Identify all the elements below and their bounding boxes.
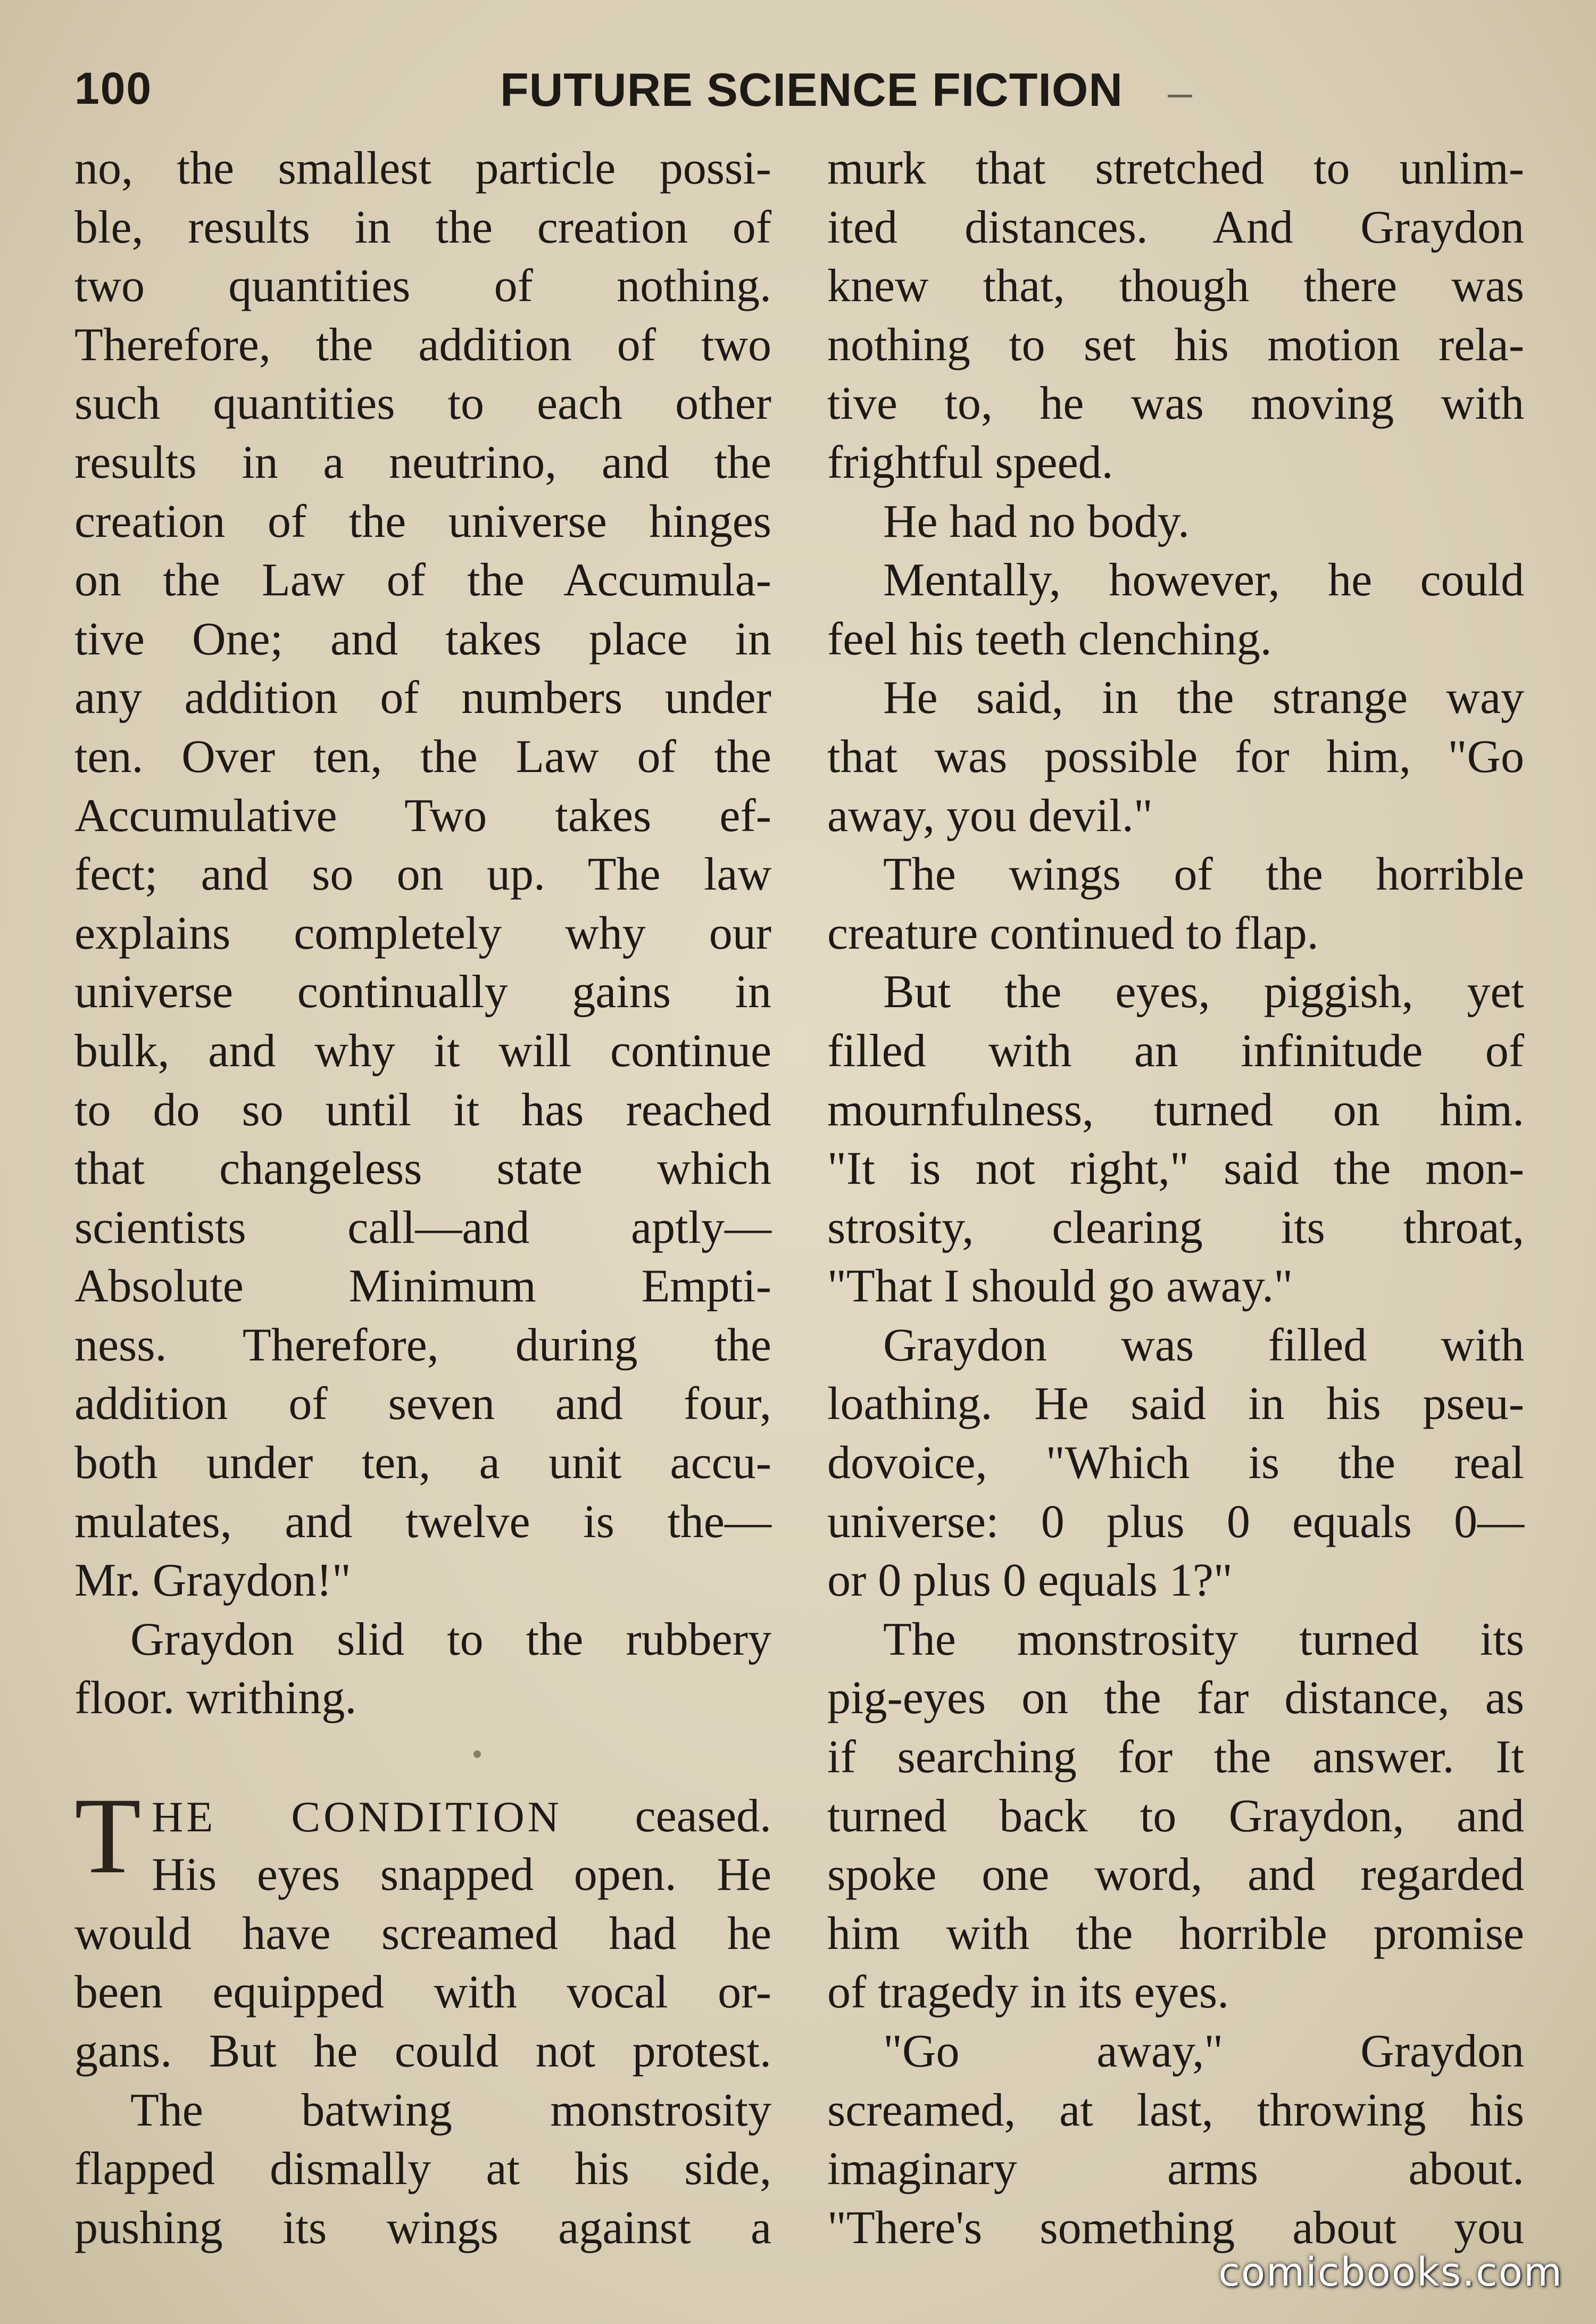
text-line: feel his teeth clenching. [827,613,1272,665]
running-head: FUTURE SCIENCE FICTION [500,63,1123,116]
text-line: The wings of the horrible [883,849,1524,901]
watermark: comicbooks.com [1218,2250,1563,2295]
text-line: universe: 0 plus 0 equals 0— [827,1496,1524,1548]
text-line: Graydon was filled with [883,1319,1524,1371]
page-header [74,63,1532,121]
text-line: no, the smallest particle possi- [74,143,771,194]
text-line: imaginary arms about. [827,2143,1524,2195]
text-line: creation of the universe hinges [74,495,771,547]
text-line: Mr. Graydon!" [74,1555,351,1607]
text-line: filled with an infinitude of [827,1025,1524,1077]
text-line: "Go away," Graydon [883,2026,1524,2077]
text-line: on the Law of the Accumula- [74,554,771,607]
text-line: or 0 plus 0 equals 1?" [827,1555,1233,1607]
text-line: would have screamed had he [74,1907,771,1960]
text-line: "That I should go away." [827,1260,1293,1313]
text-line: fect; and so on up. The law [74,849,771,901]
text-line: "There's something about you [827,2202,1524,2254]
text-line: any addition of numbers under [74,672,771,724]
text-line: ten. Over ten, the Law of the [74,731,771,783]
text-line: Mentally, however, he could [883,554,1524,607]
text-line: Graydon slid to the rubbery [130,1613,771,1665]
text-line: creature continued to flap. [827,907,1319,959]
text-line: been equipped with vocal or- [74,1966,771,2019]
text-line: him with the horrible promise [827,1907,1524,1960]
text-line: scientists call—and aptly— [74,1201,771,1254]
text-line: away, you devil." [827,790,1153,842]
text-line: tive One; and takes place in [74,613,771,665]
text-line: spoke one word, and regarded [827,1849,1524,1901]
text-line: both under ten, a unit accu- [74,1437,771,1489]
text-line: to do so until it has reached [74,1084,771,1136]
text-line: gans. But he could not protest. [74,2026,771,2077]
text-line: The monstrosity turned its [883,1613,1524,1665]
text-line: frightful speed. [827,436,1113,488]
text-line: ited distances. And Graydon [827,201,1524,253]
text-line: But the eyes, piggish, yet [883,966,1524,1018]
header-rule [1168,95,1192,97]
text-line: of tragedy in its eyes. [827,1966,1229,2019]
text-line: explains completely why our [74,907,771,959]
text-line: knew that, though there was [827,260,1524,312]
text-line: He had no body. [883,495,1190,547]
text-line: two quantities of nothing. [74,260,771,312]
text-line: murk that stretched to unlim- [827,143,1524,194]
text-line: loathing. He said in his pseu- [827,1378,1524,1430]
text-line: flapped dismally at his side, [74,2143,771,2195]
section-ornament [473,1750,481,1758]
text-line: if searching for the answer. It [827,1731,1524,1783]
page-number: 100 [74,63,153,113]
section-opening-rest: ceased. [562,1790,771,1842]
text-line: He said, in the strange way [883,672,1524,724]
text-line: "It is not right," said the mon- [827,1143,1524,1195]
text-line: results in a neutrino, and the [74,436,771,488]
text-line: ness. Therefore, during the [74,1319,771,1371]
text-line: nothing to set his motion rela- [827,319,1524,371]
text-line: pig-eyes on the far distance, as [827,1672,1524,1724]
text-line: tive to, he was moving with [827,378,1524,430]
text-line: such quantities to each other [74,378,771,430]
text-line: bulk, and why it will continue [74,1025,771,1077]
section-gap [74,1728,771,1787]
text-line: floor. writhing. [74,1672,357,1724]
text-line: His eyes snapped open. He [152,1849,771,1901]
text-line: pushing its wings against a [74,2202,771,2254]
text-line: strosity, clearing its throat, [827,1201,1524,1254]
text-line: turned back to Graydon, and [827,1790,1524,1842]
text-line: Absolute Minimum Empti- [74,1260,771,1313]
text-line: addition of seven and four, [74,1378,771,1430]
text-line: that changeless state which [74,1143,771,1195]
text-line: mournfulness, turned on him. [827,1084,1524,1136]
text-line: screamed, at last, throwing his [827,2084,1524,2136]
right-column [827,139,1524,2257]
text-line: mulates, and twelve is the— [74,1496,771,1548]
text-line: The batwing monstrosity [130,2084,771,2136]
text-line: dovoice, "Which is the real [827,1437,1524,1489]
text-line: ble, results in the creation of [74,201,771,253]
section-opening-words: HE CONDITION [152,1792,562,1841]
text-line: that was possible for him, "Go [827,731,1524,783]
drop-cap: T [74,1775,142,1896]
text-line: Accumulative Two takes ef- [74,790,771,842]
text-line: Therefore, the addition of two [74,319,771,371]
left-column [74,139,771,2257]
text-line: universe continually gains in [74,966,771,1018]
